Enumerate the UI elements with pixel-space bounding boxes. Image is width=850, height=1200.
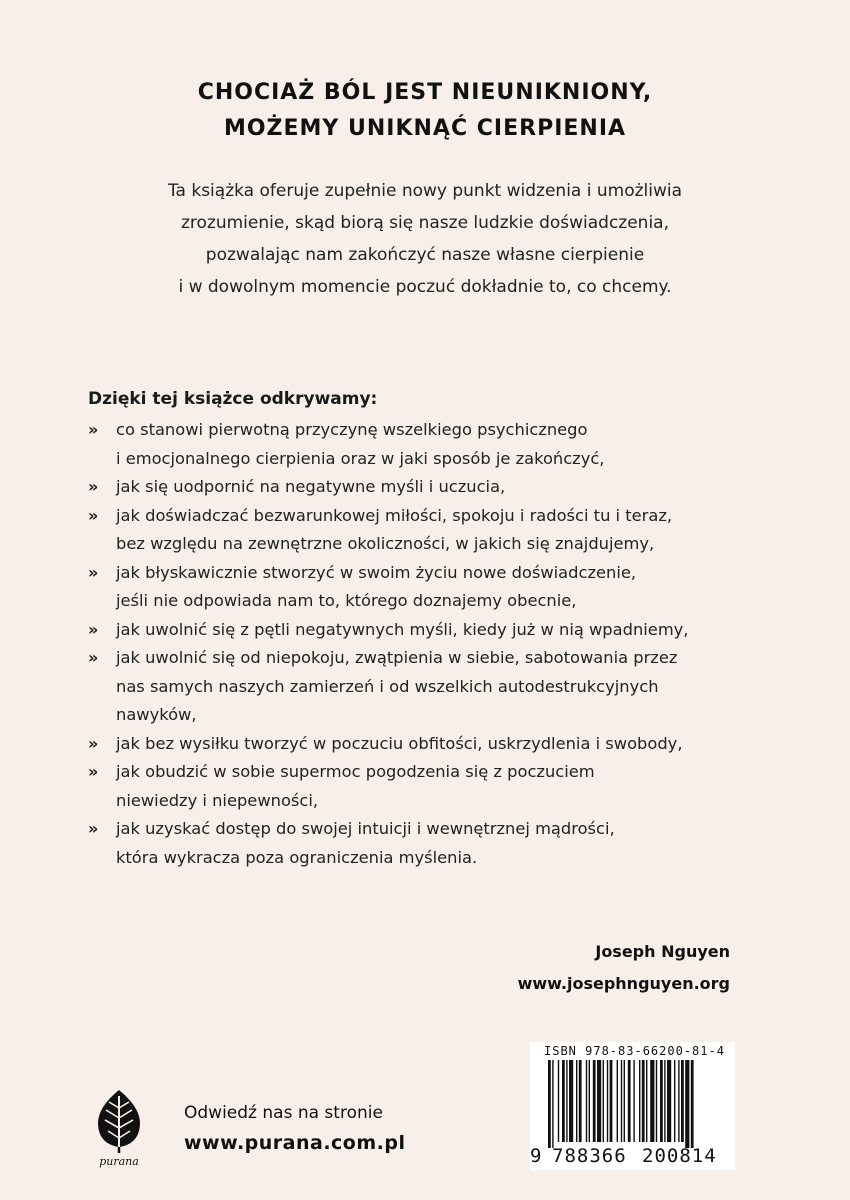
intro-line: zrozumienie, skąd biorą się nasze ludzkie doświadczenia, [180, 213, 670, 233]
list-item-line: jak uzyskać dostęp do swojej intuicji i wewnętrznej mądrości, [116, 819, 615, 838]
barcode-bar [660, 1060, 663, 1142]
barcode-bar [579, 1060, 582, 1142]
list-item [88, 815, 768, 872]
barcode-digits-group-2: 200814 [642, 1145, 717, 1167]
discoveries-heading: Dzięki tej książce odkrywamy: [88, 389, 378, 409]
barcode-bar [639, 1060, 640, 1142]
visit-text: Odwiedź nas na stronie [184, 1103, 383, 1123]
list-item-line: jak bez wysiłku tworzyć w poczuciu obfitości, uskrzydlenia i swobody, [116, 733, 683, 753]
barcode-digit-first: 9 [530, 1145, 542, 1167]
list-item-line: nawyków, [116, 705, 197, 724]
list-item [88, 416, 768, 473]
bullet-marker: » [88, 648, 99, 667]
barcode-bar [617, 1060, 618, 1142]
logo-wordmark: purana [99, 1155, 139, 1168]
list-item-line: jak obudzić w sobie supermoc pogodzenia się z poczuciem [116, 762, 595, 781]
barcode-bar [576, 1060, 577, 1142]
barcode-bar [593, 1060, 596, 1142]
barcode-bar [691, 1060, 694, 1148]
intro-line: Ta książka oferuje zupełnie nowy punkt widzenia i umożliwia [167, 181, 683, 201]
leaf-icon [84, 1088, 154, 1154]
intro-line: pozwalając nam zakończyć nasze własne cierpienie [205, 245, 645, 265]
headline [0, 75, 850, 147]
list-item [88, 758, 768, 815]
list-item-line: jak uwolnić się od niepokoju, zwątpienia w siebie, sabotowania przez [116, 648, 678, 667]
barcode-bar [589, 1060, 590, 1142]
bullet-marker: » [88, 420, 99, 439]
list-item-line: bez względu na zewnętrzne okoliczności, w jakich się znajdujemy, [116, 534, 655, 553]
bullet-marker: » [88, 562, 99, 582]
barcode-bar [607, 1060, 608, 1142]
barcode-digits-group-1: 788366 [552, 1145, 627, 1167]
bullet-marker: » [88, 762, 99, 781]
barcode-bar [656, 1060, 657, 1142]
barcode-bar [650, 1060, 654, 1142]
publisher-visit [184, 1098, 406, 1158]
barcode-bar [674, 1060, 675, 1142]
barcode-bar [586, 1060, 587, 1142]
headline-line-1: CHOCIAŻ BÓL JEST NIEUNIKNIONY, [197, 80, 653, 105]
intro-line: i w dowolnym momencie poczuć dokładnie to, co chcemy. [178, 277, 672, 297]
barcode-bar [566, 1060, 567, 1142]
publisher-url-link[interactable]: www.purana.com.pl [184, 1132, 406, 1154]
barcode-bar [646, 1060, 647, 1142]
list-item [88, 559, 768, 616]
barcode-bar [664, 1060, 665, 1142]
list-item-line: jeśli nie odpowiada nam to, którego doznajemy obecnie, [116, 591, 577, 610]
list-item [88, 502, 768, 559]
list-item-line: jak uwolnić się z pętli negatywnych myśli, kiedy już w nią wpadniemy, [116, 619, 689, 639]
author-name: Joseph Nguyen [595, 942, 730, 961]
barcode-bar [569, 1060, 573, 1142]
author-website-link[interactable]: www.josephnguyen.org [517, 974, 730, 993]
discoveries-list [88, 416, 768, 872]
barcode-bar [610, 1060, 613, 1142]
list-item-line: jak doświadczać bezwarunkowej miłości, spokoju i radości tu i teraz, [116, 505, 673, 525]
barcode-bar [678, 1060, 679, 1142]
barcode-bar [597, 1060, 601, 1142]
barcode-bar [624, 1060, 625, 1142]
intro-paragraph [0, 175, 850, 303]
list-item-line: i emocjonalnego cierpienia oraz w jaki sposób je zakończyć, [116, 448, 605, 468]
barcode-bar [667, 1060, 671, 1142]
discoveries-section [88, 384, 768, 872]
barcode-bar [681, 1060, 684, 1142]
list-item [88, 473, 768, 502]
isbn-label: ISBN 978-83-66200-81-4 [544, 1044, 725, 1058]
list-item [88, 730, 768, 759]
list-item-line: niewiedzy i niepewności, [116, 790, 319, 810]
barcode-bar [685, 1060, 689, 1148]
isbn-barcode [530, 1042, 735, 1170]
barcode-bar [548, 1060, 551, 1148]
list-item [88, 644, 768, 730]
bullet-marker: » [88, 733, 99, 753]
barcode-bar [621, 1060, 622, 1142]
barcode-bar [552, 1060, 553, 1148]
list-item-line: która wykracza poza ograniczenia myślenia. [116, 847, 478, 867]
list-item [88, 616, 768, 645]
barcode-bar [562, 1060, 565, 1142]
author-block [518, 936, 730, 1000]
barcode-bar [603, 1060, 604, 1142]
bullet-marker: » [88, 819, 99, 838]
barcode-bar [558, 1060, 559, 1142]
bullet-marker: » [88, 619, 99, 639]
barcode-bar [642, 1060, 645, 1142]
barcode-bar [628, 1060, 631, 1142]
list-item-line: co stanowi pierwotną przyczynę wszelkiego psychicznego [116, 420, 588, 439]
list-item-line: jak się uodpornić na negatywne myśli i uczucia, [116, 477, 506, 496]
list-item-line: nas samych naszych zamierzeń i od wszelkich autodestrukcyjnych [116, 676, 659, 696]
publisher-logo [84, 1088, 154, 1168]
bullet-marker: » [88, 477, 99, 496]
bullet-marker: » [88, 505, 99, 525]
barcode-bar [633, 1060, 634, 1142]
list-item-line: jak błyskawicznie stworzyć w swoim życiu nowe doświadczenie, [116, 562, 637, 582]
headline-line-2: MOŻEMY UNIKNĄĆ CIERPIENIA [223, 116, 627, 141]
barcode-bars [538, 1060, 728, 1148]
